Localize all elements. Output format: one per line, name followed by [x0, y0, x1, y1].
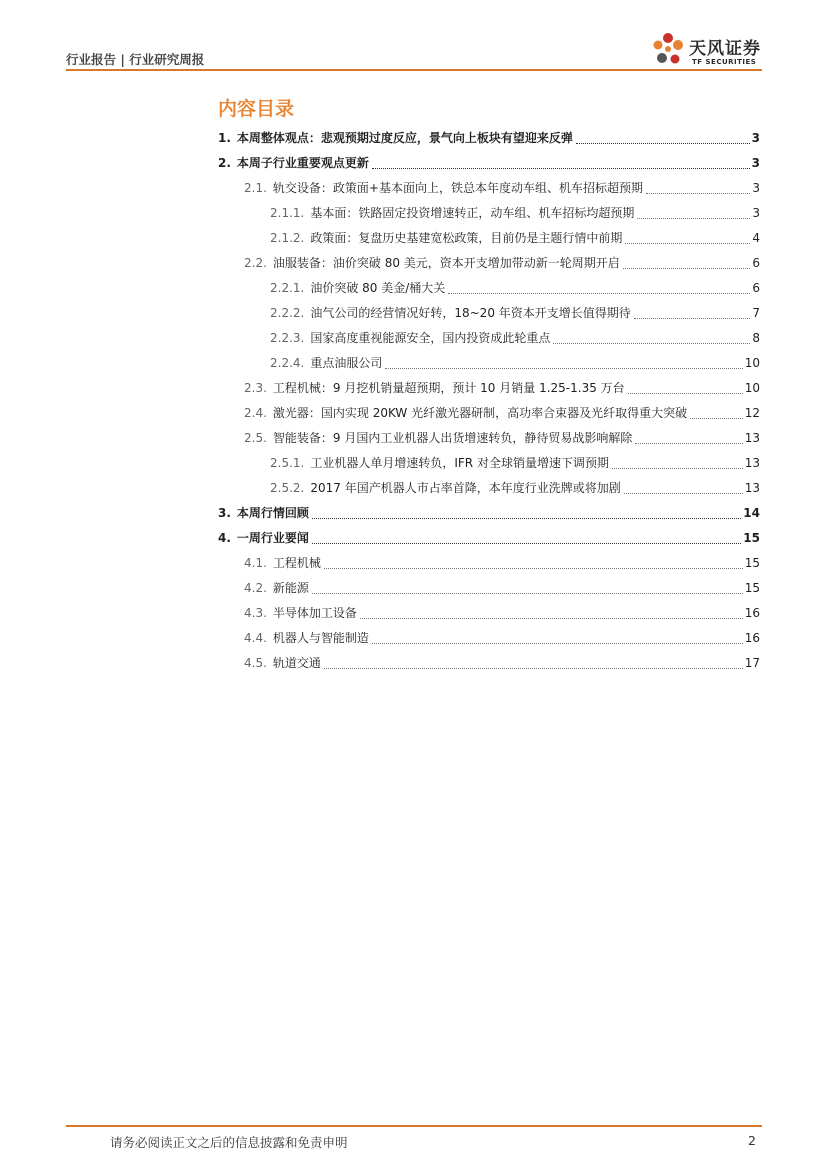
toc-entry-number: 2.5.2.	[270, 481, 305, 495]
toc-entry-number: 4.5.	[244, 656, 267, 670]
toc-entry-text: 油气公司的经营情况好转，18~20 年资本开支增长值得期待	[310, 306, 631, 320]
toc-entry-number: 4.3.	[244, 606, 267, 620]
toc-entry-number: 2.2.2.	[270, 306, 305, 320]
toc-entry-page: 13	[744, 456, 760, 470]
toc-entry-number: 2.5.	[244, 431, 267, 445]
toc-entry-page: 15	[744, 556, 760, 570]
toc-entry-number: 4.2.	[244, 581, 267, 595]
toc-entry-number: 2.2.1.	[270, 281, 305, 295]
toc-entry-text: 机器人与智能制造	[272, 631, 369, 645]
toc-entry[interactable]	[270, 479, 760, 499]
toc-entry-number: 2.1.	[244, 181, 267, 195]
toc-entry-page: 3	[752, 206, 760, 220]
toc-entry-number: 4.	[218, 531, 231, 545]
logo-name-en: TF SECURITIES	[692, 58, 757, 66]
toc-leader-dots	[372, 167, 750, 169]
toc-leader-dots	[628, 392, 743, 394]
toc-entry-text: 政策面：复盘历史基建宽松政策，目前仍是主题行情中前期	[310, 231, 623, 245]
toc-entry[interactable]	[218, 154, 760, 174]
toc-entry-text: 半导体加工设备	[272, 606, 357, 620]
company-logo	[648, 30, 768, 70]
footer-rule	[66, 1125, 762, 1127]
toc-entry[interactable]	[244, 379, 760, 399]
toc-entry-text: 2017 年国产机器人市占率首降，本年度行业洗牌或将加剧	[310, 481, 621, 495]
toc-entry-text: 国家高度重视能源安全，国内投资成此轮重点	[310, 331, 551, 345]
toc-entry-text: 本周整体观点：悲观预期过度反应，景气向上板块有望迎来反弹	[236, 131, 573, 145]
toc-entry-text: 轨交设备：政策面+基本面向上，铁总本年度动车组、机车招标超预期	[272, 181, 643, 195]
toc-entry-page: 3	[752, 181, 760, 195]
toc-leader-dots	[312, 592, 743, 594]
logo-flower-icon	[648, 30, 688, 70]
toc-entry-text: 一周行业要闻	[236, 531, 309, 545]
footer-disclaimer: 请务必阅读正文之后的信息披露和免责申明	[110, 1135, 348, 1150]
toc-entry-page: 10	[744, 356, 760, 370]
toc-entry-text: 基本面：铁路固定投资增速转正，动车组、机车招标均超预期	[310, 206, 635, 220]
toc-entry[interactable]	[244, 179, 760, 199]
toc-entry-number: 2.2.	[244, 256, 267, 270]
toc-entry-number: 4.4.	[244, 631, 267, 645]
toc-title: 内容目录	[218, 98, 295, 120]
toc-entry-text: 激光器：国内实现 20KW 光纤激光器研制，高功率合束器及光纤取得重大突破	[272, 406, 688, 420]
toc-entry-number: 2.1.2.	[270, 231, 305, 245]
toc-entry[interactable]	[270, 204, 760, 224]
toc-entry-page: 8	[752, 331, 760, 345]
toc-leader-dots	[553, 342, 750, 344]
toc-entry[interactable]	[244, 254, 760, 274]
toc-entry[interactable]	[244, 654, 760, 674]
toc-entry-page: 6	[752, 256, 760, 270]
logo-name-cn: 天风证券	[689, 39, 761, 59]
toc-entry-number: 2.5.1.	[270, 456, 305, 470]
toc-leader-dots	[624, 492, 743, 494]
toc-entry-text: 新能源	[272, 581, 309, 595]
toc-leader-dots	[623, 267, 750, 269]
toc-entry-page: 15	[743, 531, 760, 545]
toc-entry-number: 2.3.	[244, 381, 267, 395]
toc-entry-text: 本周子行业重要观点更新	[236, 156, 369, 170]
toc-entry-page: 15	[744, 581, 760, 595]
toc-entry-number: 2.2.3.	[270, 331, 305, 345]
toc-entry[interactable]	[270, 304, 760, 324]
toc-leader-dots	[576, 142, 750, 144]
toc-entry[interactable]	[218, 529, 760, 549]
toc-entry[interactable]	[218, 504, 760, 524]
toc-entry-text: 油服装备：油价突破 80 美元，资本开支增加带动新一轮周期开启	[272, 256, 620, 270]
toc-entry[interactable]	[270, 454, 760, 474]
toc-entry-page: 17	[744, 656, 760, 670]
toc-entry-page: 10	[744, 381, 760, 395]
toc-entry[interactable]	[270, 354, 760, 374]
toc-entry-page: 4	[752, 231, 760, 245]
toc-entry[interactable]	[244, 604, 760, 624]
toc-leader-dots	[635, 442, 742, 444]
toc-entry-text: 智能装备：9 月国内工业机器人出货增速转负，静待贸易战影响解除	[272, 431, 633, 445]
toc-entry-page: 12	[744, 406, 760, 420]
toc-entry-page: 16	[744, 606, 760, 620]
toc-entry-text: 工程机械：9 月挖机销量超预期，预计 10 月销量 1.25-1.35 万台	[272, 381, 625, 395]
toc-entry-number: 2.	[218, 156, 231, 170]
toc-leader-dots	[360, 617, 743, 619]
toc-entry-number: 2.4.	[244, 406, 267, 420]
toc-entry-page: 14	[743, 506, 760, 520]
toc-leader-dots	[634, 317, 750, 319]
toc-leader-dots	[385, 367, 742, 369]
toc-entry-text: 油价突破 80 美金/桶大关	[310, 281, 446, 295]
toc-leader-dots	[625, 242, 750, 244]
toc-leader-dots	[372, 642, 743, 644]
toc-entry[interactable]	[244, 429, 760, 449]
toc-entry-page: 6	[752, 281, 760, 295]
toc-entry[interactable]	[270, 229, 760, 249]
header-breadcrumb: 行业报告 | 行业研究周报	[66, 52, 205, 67]
toc-entry-number: 3.	[218, 506, 231, 520]
toc-entry-text: 工程机械	[272, 556, 321, 570]
toc-entry-text: 本周行情回顾	[236, 506, 309, 520]
toc-leader-dots	[312, 517, 741, 519]
toc-leader-dots	[324, 567, 743, 569]
toc-entry[interactable]	[244, 554, 760, 574]
toc-leader-dots	[448, 292, 750, 294]
toc-entry[interactable]	[218, 129, 760, 149]
toc-entry-number: 4.1.	[244, 556, 267, 570]
page-number: 2	[748, 1133, 756, 1148]
toc-leader-dots	[324, 667, 743, 669]
toc-leader-dots	[312, 542, 741, 544]
toc-entry[interactable]	[244, 579, 760, 599]
toc-entry-number: 2.2.4.	[270, 356, 305, 370]
toc-entry-text: 工业机器人单月增速转负，IFR 对全球销量增速下调预期	[310, 456, 609, 470]
toc-entry[interactable]	[270, 329, 760, 349]
toc-entry-page: 13	[744, 481, 760, 495]
toc-entry-number: 1.	[218, 131, 231, 145]
toc-entry[interactable]	[244, 629, 760, 649]
toc-entry[interactable]	[270, 279, 760, 299]
toc-leader-dots	[646, 192, 750, 194]
toc-leader-dots	[690, 417, 743, 419]
toc-entry-page: 7	[752, 306, 760, 320]
toc-entry-text: 轨道交通	[272, 656, 321, 670]
toc-entry-page: 3	[751, 156, 760, 170]
toc-entry-text: 重点油服公司	[310, 356, 383, 370]
toc-entry-page: 3	[751, 131, 760, 145]
toc-entry[interactable]	[244, 404, 760, 424]
header-rule	[66, 69, 762, 71]
toc-entry-page: 13	[744, 431, 760, 445]
toc-leader-dots	[637, 217, 750, 219]
toc-entry-page: 16	[744, 631, 760, 645]
toc-entry-number: 2.1.1.	[270, 206, 305, 220]
toc-leader-dots	[612, 467, 743, 469]
